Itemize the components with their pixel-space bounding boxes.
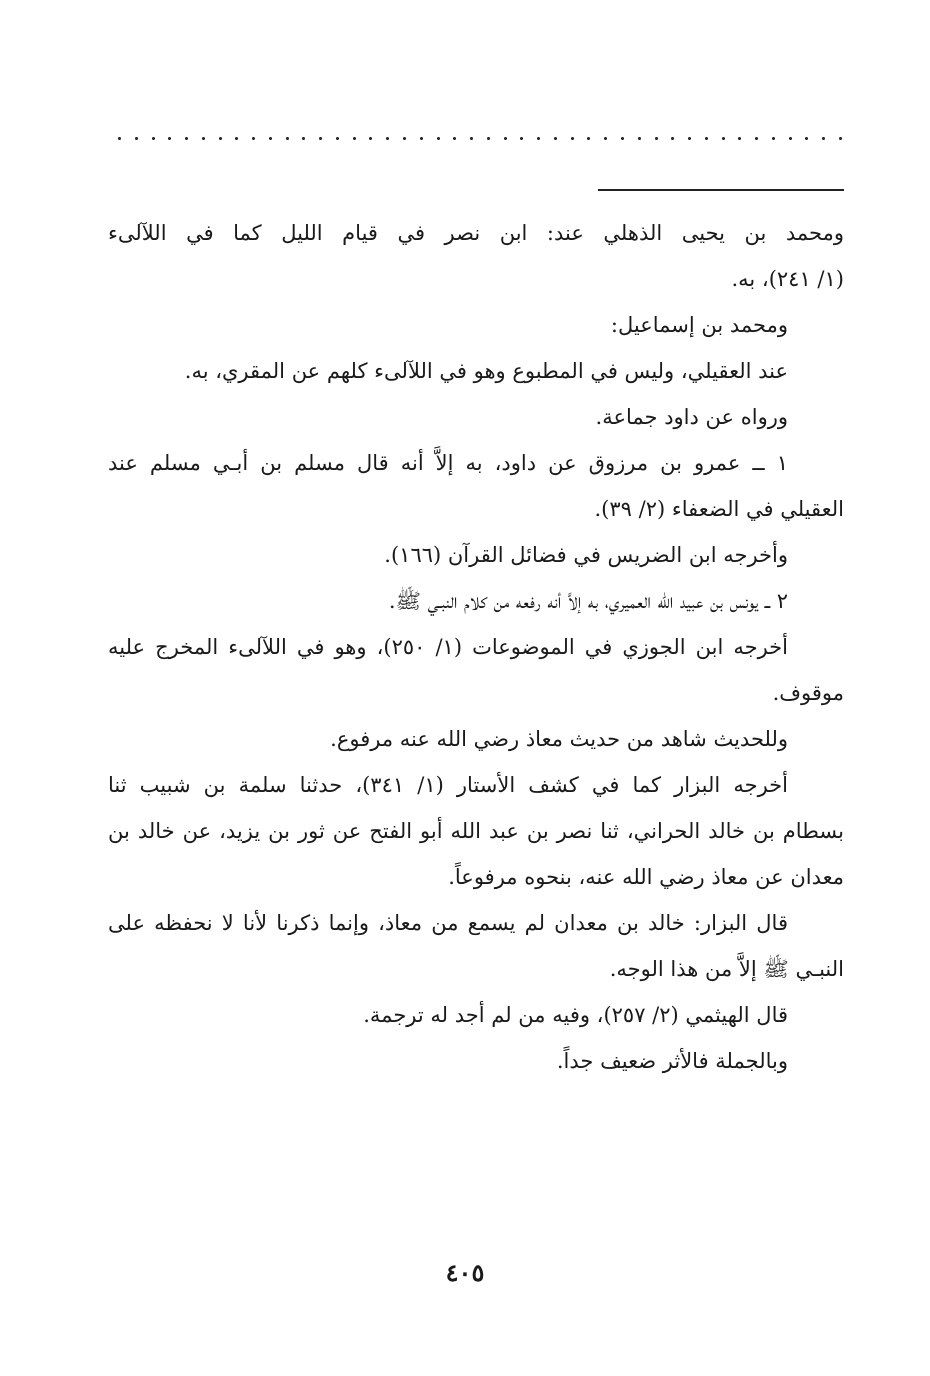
separator-dot: [403, 137, 406, 140]
text-line: أخرجه ابن الجوزي في الموضوعات (١/ ٢٥٠)، وهو في اللآلىء المخرج عليه: [108, 635, 788, 659]
page-body: [108, 210, 844, 1084]
separator-dot: [755, 137, 758, 140]
separator-dot: [789, 137, 792, 140]
text-line: وبالجملة فالأثر ضعيف جداً.: [556, 1049, 788, 1073]
text-line: النبـي ﷺ إلاَّ من هذا الوجه.: [609, 957, 844, 981]
separator-dot: [185, 137, 188, 140]
separator-dot: [822, 137, 825, 140]
text-line: (١/ ٢٤١)، به.: [731, 267, 844, 291]
separator-dot: [437, 137, 440, 140]
separator-dot: [604, 137, 607, 140]
page-number: ٤٠٥: [445, 1258, 485, 1287]
separator-dot: [587, 137, 590, 140]
text-line: ٢ ــ يونس بن عبيد الله العميري، به إلاَّ أنه رفعه من كلام النبـي ﷺ.: [388, 589, 788, 613]
separator-dot: [252, 137, 255, 140]
separator-dot: [487, 137, 490, 140]
separator-dot: [353, 137, 356, 140]
separator-dot: [655, 137, 658, 140]
separator-dot: [168, 137, 171, 140]
separator-dot: [738, 137, 741, 140]
separator-dot: [386, 137, 389, 140]
text-line: بسطام بن خالد الحراني، ثنا نصر بن عبد الله أبو الفتح عن ثور بن يزيد، عن خالد بن: [108, 819, 844, 843]
separator-dot: [705, 137, 708, 140]
text-line: وأخرجه ابن الضريس في فضائل القرآن (١٦٦).: [384, 543, 788, 567]
separator-dot: [219, 137, 222, 140]
separator-dot: [688, 137, 691, 140]
text-line: موقوف.: [772, 681, 844, 705]
separator-dot: [772, 137, 775, 140]
separator-dot: [537, 137, 540, 140]
separator-dot: [671, 137, 674, 140]
separator-dot: [319, 137, 322, 140]
separator-dot: [369, 137, 372, 140]
separator-dot: [235, 137, 238, 140]
separator-dot: [453, 137, 456, 140]
text-line: قال الهيثمي (٢/ ٢٥٧)، وفيه من لم أجد له ترجمة.: [363, 1003, 788, 1027]
text-line: وللحديث شاهد من حديث معاذ رضي الله عنه مرفوع.: [330, 727, 788, 751]
separator-dot: [118, 137, 121, 140]
text-line: ١ ــ عمرو بن مرزوق عن داود، به إلاَّ أنه قال مسلم بن أبـي مسلم عند: [108, 451, 788, 475]
separator-dot: [336, 137, 339, 140]
separator-dot: [135, 137, 138, 140]
separator-dot: [269, 137, 272, 140]
text-line: معدان عن معاذ رضي الله عنه، بنحوه مرفوعاً.: [448, 865, 844, 889]
text-line: ومحمد بن يحيى الذهلي عند: ابن نصر في قيام الليل كما في اللآلىء: [108, 221, 844, 245]
separator-dot: [621, 137, 624, 140]
separator-dot: [571, 137, 574, 140]
separator-dot: [554, 137, 557, 140]
separator-dot: [286, 137, 289, 140]
separator-dot: [302, 137, 305, 140]
separator-dot: [805, 137, 808, 140]
text-line: العقيلي في الضعفاء (٢/ ٣٩).: [594, 497, 844, 521]
text-line: أخرجه البزار كما في كشف الأستار (١/ ٣٤١)، حدثنا سلمة بن شبيب ثنا: [108, 773, 788, 797]
text-line: ورواه عن داود جماعة.: [595, 405, 788, 429]
text-line: ومحمد بن إسماعيل:: [610, 313, 788, 337]
separator-dot: [420, 137, 423, 140]
footnote-rule: [598, 189, 844, 191]
separator-dot: [839, 137, 842, 140]
separator-dot: [638, 137, 641, 140]
separator-dot: [470, 137, 473, 140]
separator-dot: [202, 137, 205, 140]
text-line: عند العقيلي، وليس في المطبوع وهو في اللآلىء كلهم عن المقري، به.: [184, 359, 788, 383]
text-line: قال البزار: خالد بن معدان لم يسمع من معاذ، وإنما ذكرنا لأنا لا نحفظه على: [108, 911, 788, 935]
separator-dot: [520, 137, 523, 140]
separator-dot: [504, 137, 507, 140]
separator-dot: [152, 137, 155, 140]
separator-dot: [722, 137, 725, 140]
dotted-separator: [118, 131, 842, 145]
